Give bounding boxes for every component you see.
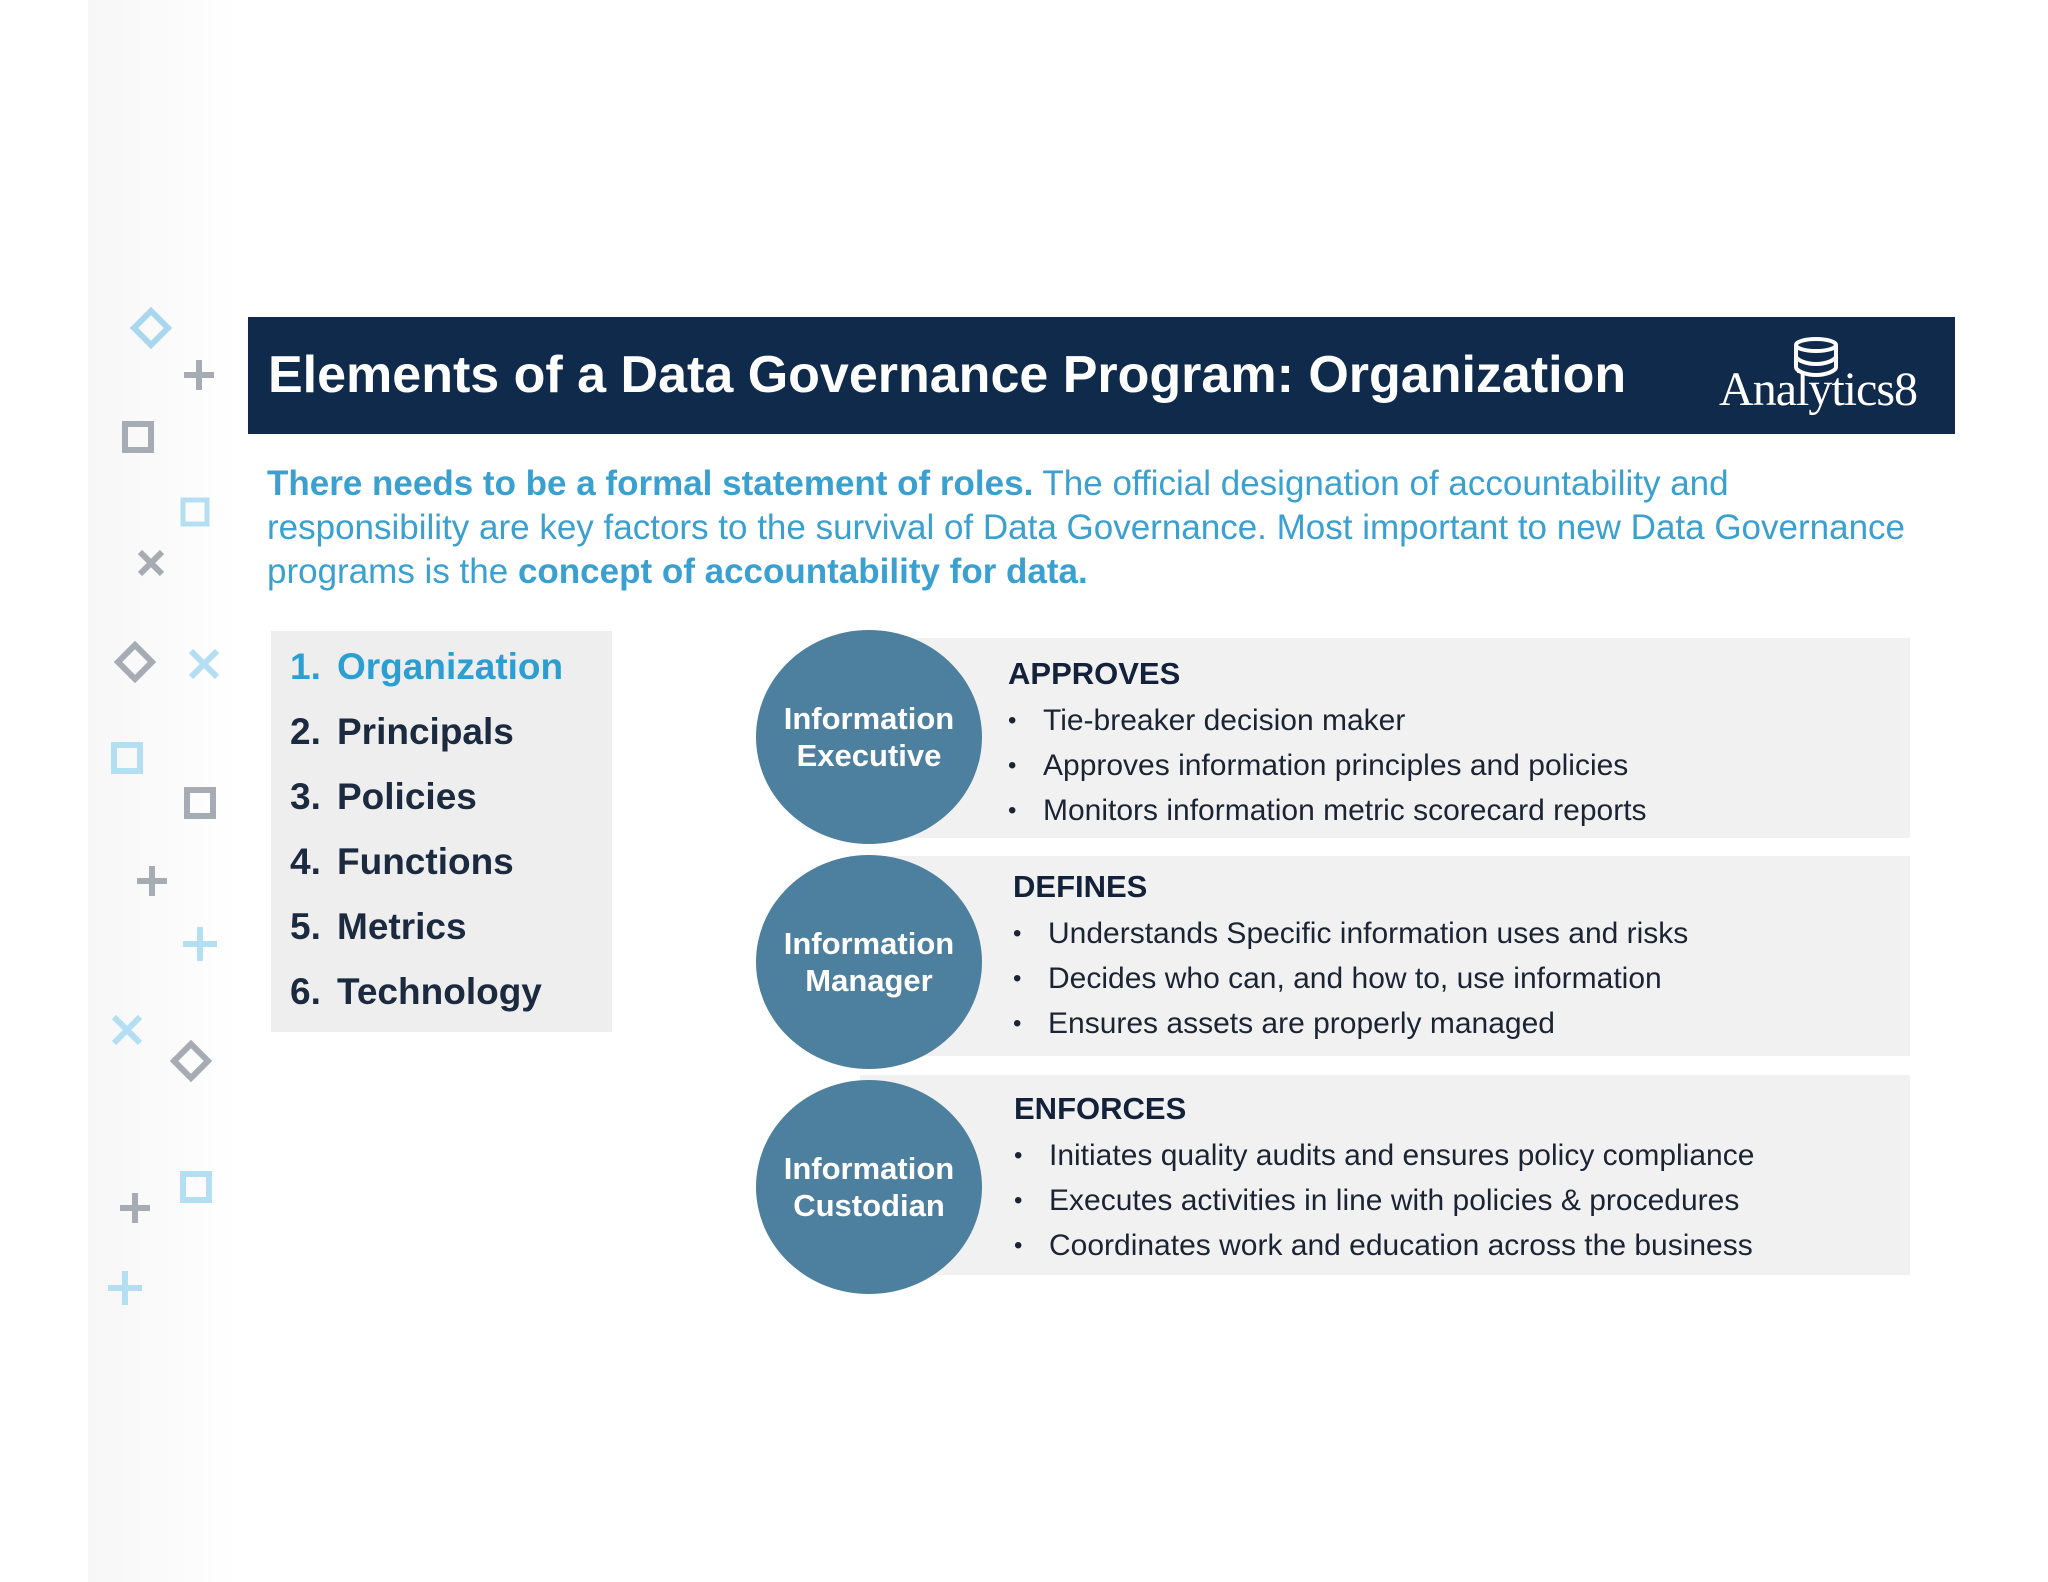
role-bullet-list xyxy=(1014,1133,1934,1268)
role-bullet: • Approves information principles and policies xyxy=(1008,743,1928,788)
role-heading: APPROVES xyxy=(1008,656,1181,691)
role-heading: DEFINES xyxy=(1013,869,1148,904)
element-item-technology: 6. Technology xyxy=(290,971,542,1012)
role-bullet: • Tie-breaker decision maker xyxy=(1008,698,1928,743)
plus-icon xyxy=(181,357,217,393)
plus-icon xyxy=(117,1190,153,1226)
x-icon xyxy=(187,647,221,681)
diamond-icon xyxy=(111,638,159,686)
intro-lead: There needs to be a formal statement of roles. xyxy=(267,464,1034,503)
role-bullet: • Monitors information metric scorecard reports xyxy=(1008,788,1928,833)
role-content-manager xyxy=(1013,869,1933,1046)
role-heading: ENFORCES xyxy=(1014,1091,1187,1126)
role-bullet: • Coordinates work and education across the business xyxy=(1014,1223,1934,1268)
square-icon xyxy=(122,421,154,453)
intro-paragraph xyxy=(267,462,1907,594)
plus-icon xyxy=(134,863,170,899)
role-bullet: • Understands Specific information uses and risks xyxy=(1013,911,1933,956)
role-circle-custodian: Information Custodian xyxy=(756,1080,982,1294)
logo-text: Analytics8 xyxy=(1719,363,1917,416)
intro-body: The official designation of accountability and responsibility are key factors to the survival of Data Governance. Most important to new Data Governance programs is the xyxy=(267,464,1905,591)
element-item-policies: 3. Policies xyxy=(290,776,477,817)
role-bullet: • Decides who can, and how to, use information xyxy=(1013,956,1933,1001)
square-icon xyxy=(180,1171,212,1203)
role-content-custodian xyxy=(1014,1091,1934,1268)
analytics8-logo xyxy=(1697,337,1917,417)
element-item-metrics: 5. Metrics xyxy=(290,906,467,947)
element-item-organization: 1. Organization xyxy=(290,646,564,687)
role-bullet-list xyxy=(1008,698,1928,833)
role-circle-executive: Information Executive xyxy=(756,630,982,844)
square-icon xyxy=(180,497,210,527)
square-icon xyxy=(111,742,143,774)
elements-list-panel xyxy=(271,631,612,1032)
role-circle-manager: Information Manager xyxy=(756,855,982,1069)
role-bullet: • Ensures assets are properly managed xyxy=(1013,1001,1933,1046)
role-bullet-list xyxy=(1013,911,1933,1046)
role-bullet: • Initiates quality audits and ensures policy compliance xyxy=(1014,1133,1934,1178)
x-icon xyxy=(136,548,166,578)
diamond-icon xyxy=(167,1037,215,1085)
diamond-icon xyxy=(127,304,175,352)
header-bar xyxy=(248,317,1955,434)
element-item-principals: 2. Principals xyxy=(290,711,514,752)
plus-icon xyxy=(105,1268,145,1308)
role-bullet: • Executes activities in line with policies & procedures xyxy=(1014,1178,1934,1223)
plus-icon xyxy=(180,924,220,964)
square-icon xyxy=(184,787,216,819)
element-item-functions: 4. Functions xyxy=(290,841,514,882)
x-icon xyxy=(110,1013,144,1047)
page-title: Elements of a Data Governance Program: Organization xyxy=(268,346,1627,404)
role-content-executive xyxy=(1008,656,1928,833)
intro-emphasis: concept of accountability for data. xyxy=(517,552,1088,591)
